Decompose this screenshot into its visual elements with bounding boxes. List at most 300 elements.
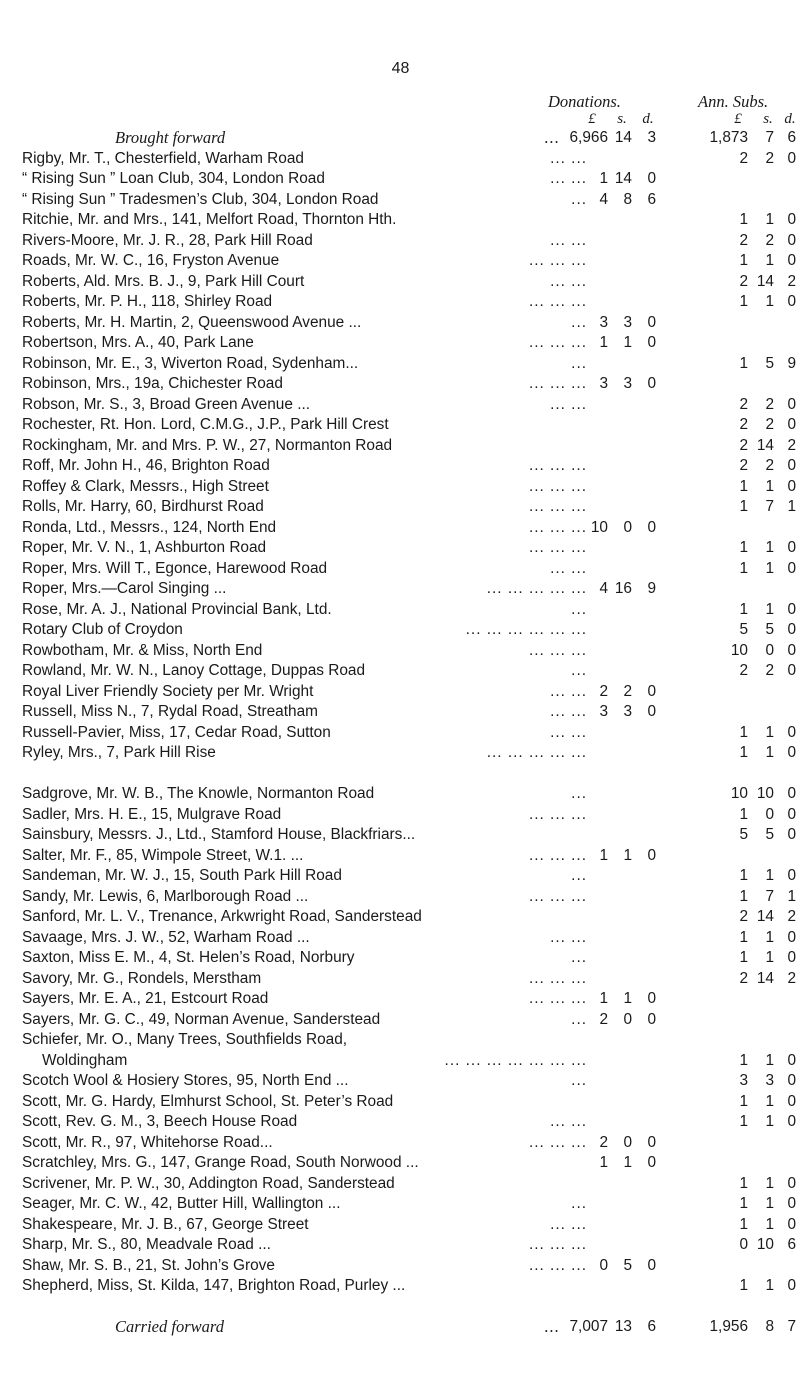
ann-sub-pounds: 1 <box>739 601 748 618</box>
ann-sub-pounds: 1 <box>739 211 748 228</box>
dot-leader: ... ... ... <box>528 990 587 1007</box>
ann-sub-pence: 0 <box>787 826 796 843</box>
entry-name <box>22 1174 587 1194</box>
ledger-row <box>0 231 801 251</box>
ann-sub-shillings: 1 <box>765 1277 774 1294</box>
ann-sub-shillings: 2 <box>765 150 774 167</box>
dot-leader: ... ... ... <box>528 457 587 474</box>
dot-leader: ... ... ... <box>528 642 587 659</box>
ann-sub-shillings: 10 <box>756 785 774 802</box>
shilling-unit: s. <box>763 111 773 127</box>
pound-unit: £ <box>588 111 596 127</box>
entry-name-text: Russell, Miss N., 7, Rydal Road, Streatham <box>22 703 318 720</box>
ann-sub-shillings: 3 <box>765 1072 774 1089</box>
ledger-row <box>0 743 801 763</box>
ledger-row <box>0 1256 801 1276</box>
entry-name <box>22 702 587 722</box>
entry-name <box>22 374 587 394</box>
donation-pounds: 3 <box>599 375 608 392</box>
ann-sub-pounds: 2 <box>739 970 748 987</box>
ann-sub-pounds: 1 <box>739 252 748 269</box>
donation-pounds: 1 <box>599 990 608 1007</box>
pence-unit: d. <box>784 111 796 127</box>
entry-name <box>22 948 587 968</box>
dot-leader: ... ... ... <box>528 539 587 556</box>
donation-pence: 0 <box>647 990 656 1007</box>
entry-name-text: Robertson, Mrs. A., 40, Park Lane <box>22 334 254 351</box>
entry-name <box>22 825 587 845</box>
entry-name-text: Roper, Mrs.—Carol Singing ... <box>22 580 227 597</box>
entry-name-text: Rowbotham, Mr. & Miss, North End <box>22 642 263 659</box>
entry-name <box>22 1112 587 1132</box>
entry-name-text: Schiefer, Mr. O., Many Trees, Southfields Road, <box>22 1031 348 1048</box>
ann-sub-pounds: 1 <box>739 1113 748 1130</box>
donations-header: Donations. <box>548 92 621 111</box>
ann-sub-pence: 0 <box>787 1175 796 1192</box>
ann-sub-pounds: 2 <box>739 150 748 167</box>
donation-shillings: 1 <box>623 334 632 351</box>
entry-name <box>22 784 587 804</box>
ledger-row <box>0 251 801 271</box>
ledger-row <box>0 661 801 681</box>
donation-shillings: 14 <box>614 129 632 146</box>
ledger-row <box>0 928 801 948</box>
ann-sub-pence: 6 <box>787 1236 796 1253</box>
ann-sub-pence: 0 <box>787 662 796 679</box>
entry-name <box>22 1092 587 1112</box>
dot-leader: ... <box>544 128 560 147</box>
ann-sub-pence: 0 <box>787 1113 796 1130</box>
ann-sub-shillings: 2 <box>765 396 774 413</box>
ledger-row <box>0 989 801 1009</box>
ann-sub-pence: 0 <box>787 457 796 474</box>
entry-name <box>22 538 587 558</box>
ledger-row <box>0 600 801 620</box>
ledger-row <box>0 620 801 640</box>
entry-name <box>22 1235 587 1255</box>
entry-name-text: Savory, Mr. G., Rondels, Merstham <box>22 970 262 987</box>
donation-pence: 0 <box>647 1154 656 1171</box>
dot-leader: ... ... ... <box>528 888 587 905</box>
ann-sub-pounds: 2 <box>739 437 748 454</box>
ann-sub-shillings: 5 <box>765 826 774 843</box>
ann-sub-pounds: 10 <box>730 785 748 802</box>
dot-leader: ... <box>571 314 587 331</box>
dot-leader: ... <box>571 191 587 208</box>
entry-name-text: Carried forward <box>115 1317 224 1336</box>
dot-leader: ... ... ... <box>528 806 587 823</box>
entry-name-text: Rigby, Mr. T., Chesterfield, Warham Road <box>22 150 304 167</box>
entry-name <box>22 1133 587 1153</box>
ann-sub-pounds: 1 <box>739 724 748 741</box>
entry-name-text: Scrivener, Mr. P. W., 30, Addington Road, Sanderstead <box>22 1175 395 1192</box>
ann-sub-pounds: 1 <box>739 478 748 495</box>
ledger-row <box>0 907 801 927</box>
dot-leader: ... ... <box>550 273 587 290</box>
ledger-row <box>0 948 801 968</box>
entry-name <box>22 723 587 743</box>
donation-shillings: 8 <box>623 191 632 208</box>
dot-leader: ... ... ... <box>528 375 587 392</box>
entry-name-text: Seager, Mr. C. W., 42, Butter Hill, Wallington ... <box>22 1195 341 1212</box>
entry-name <box>22 149 587 169</box>
ann-sub-pounds: 2 <box>739 232 748 249</box>
entry-name-text: Roff, Mr. John H., 46, Brighton Road <box>22 457 270 474</box>
ann-subs-header: Ann. Subs. <box>698 92 769 111</box>
ledger-row <box>0 415 801 435</box>
ann-sub-shillings: 1 <box>765 929 774 946</box>
ledger-row <box>0 579 801 599</box>
ann-sub-shillings: 7 <box>765 888 774 905</box>
ann-sub-pounds: 2 <box>739 396 748 413</box>
entry-name-text: Brought forward <box>115 128 226 147</box>
ann-sub-pounds: 2 <box>739 457 748 474</box>
ann-sub-pounds: 2 <box>739 908 748 925</box>
donation-shillings: 0 <box>623 1011 632 1028</box>
donation-shillings: 1 <box>623 1154 632 1171</box>
ledger-row <box>0 641 801 661</box>
ann-sub-pounds: 5 <box>739 826 748 843</box>
entry-name-text: Sayers, Mr. E. A., 21, Estcourt Road <box>22 990 269 1007</box>
ann-sub-pence: 0 <box>787 1072 796 1089</box>
ann-sub-shillings: 1 <box>765 1175 774 1192</box>
entry-name <box>22 415 587 435</box>
entry-name-text: Roffey & Clark, Messrs., High Street <box>22 478 269 495</box>
entry-name-text: Woldingham <box>42 1052 128 1069</box>
ledger-row <box>0 190 801 210</box>
ann-sub-pence: 0 <box>787 1093 796 1110</box>
ann-sub-pounds: 1 <box>739 560 748 577</box>
entry-name-text: Shakespeare, Mr. J. B., 67, George Street <box>22 1216 309 1233</box>
ledger-row <box>0 784 801 804</box>
dot-leader: ... ... <box>550 396 587 413</box>
ann-sub-pence: 2 <box>787 437 796 454</box>
page-number: 48 <box>391 60 410 77</box>
entry-name-text: Rowland, Mr. W. N., Lanoy Cottage, Duppas Road <box>22 662 366 679</box>
donation-pounds: 1 <box>599 334 608 351</box>
entry-name <box>22 928 587 948</box>
ann-sub-shillings: 1 <box>765 252 774 269</box>
entry-name <box>22 579 587 599</box>
donation-pence: 0 <box>647 1011 656 1028</box>
entry-name <box>22 1194 587 1214</box>
dot-leader: ... ... <box>550 1216 587 1233</box>
donation-pounds: 7,007 <box>569 1318 608 1335</box>
ledger-row <box>0 887 801 907</box>
entry-name <box>22 1215 587 1235</box>
donation-pounds: 1 <box>599 847 608 864</box>
ann-sub-shillings: 14 <box>756 970 774 987</box>
donation-shillings: 2 <box>623 683 632 700</box>
entry-name-text: Rochester, Rt. Hon. Lord, C.M.G., J.P., Park Hill Crest <box>22 416 389 433</box>
ledger-row <box>0 169 801 189</box>
entry-name-text: Ronda, Ltd., Messrs., 124, North End <box>22 519 277 536</box>
ann-sub-pounds: 1 <box>739 539 748 556</box>
entry-name-text: Sanford, Mr. L. V., Trenance, Arkwright Road, Sanderstead <box>22 908 422 925</box>
dot-leader: ... ... ... <box>528 970 587 987</box>
ledger-row <box>0 866 801 886</box>
ledger-row <box>0 969 801 989</box>
entry-name-text: Scotch Wool & Hosiery Stores, 95, North End ... <box>22 1072 349 1089</box>
ann-sub-pence: 2 <box>787 970 796 987</box>
ann-sub-pounds: 1 <box>739 1216 748 1233</box>
dot-leader: ... ... <box>550 683 587 700</box>
entry-name-text: Sandy, Mr. Lewis, 6, Marlborough Road ... <box>22 888 309 905</box>
dot-leader: ... ... ... <box>528 519 587 536</box>
entry-name <box>22 1276 587 1296</box>
ann-sub-shillings: 1 <box>765 601 774 618</box>
donation-shillings: 14 <box>614 170 632 187</box>
ann-sub-pence: 0 <box>787 621 796 638</box>
donation-shillings: 3 <box>623 375 632 392</box>
ledger-row <box>0 149 801 169</box>
dot-leader: ... ... <box>550 560 587 577</box>
dot-leader: ... <box>571 662 587 679</box>
ann-sub-pence: 1 <box>787 498 796 515</box>
donation-shillings: 0 <box>623 1134 632 1151</box>
donation-shillings: 13 <box>614 1318 632 1335</box>
ann-sub-shillings: 1 <box>765 949 774 966</box>
ann-sub-pence: 0 <box>787 724 796 741</box>
ann-sub-shillings: 1 <box>765 1216 774 1233</box>
ledger-row <box>0 374 801 394</box>
ann-sub-shillings: 7 <box>765 129 774 146</box>
donation-shillings: 0 <box>623 519 632 536</box>
ledger-row <box>0 1092 801 1112</box>
ann-sub-pounds: 1 <box>739 867 748 884</box>
ledger-row <box>0 292 801 312</box>
entry-name-text: Roper, Mr. V. N., 1, Ashburton Road <box>22 539 267 556</box>
entry-name-text: Ryley, Mrs., 7, Park Hill Rise <box>22 744 216 761</box>
ledger-row <box>0 1276 801 1296</box>
ann-sub-shillings: 10 <box>756 1236 774 1253</box>
entry-name-text: Scott, Mr. R., 97, Whitehorse Road... <box>22 1134 273 1151</box>
ledger-row <box>0 559 801 579</box>
ledger-row <box>0 1051 801 1071</box>
donation-pounds: 2 <box>599 1134 608 1151</box>
entry-name-text: Roberts, Ald. Mrs. B. J., 9, Park Hill Court <box>22 273 305 290</box>
ann-sub-pence: 6 <box>787 129 796 146</box>
donation-shillings: 3 <box>623 703 632 720</box>
entry-name-text: Shaw, Mr. S. B., 21, St. John’s Grove <box>22 1257 275 1274</box>
entry-name <box>22 805 587 825</box>
ann-sub-pence: 1 <box>787 888 796 905</box>
ledger-row <box>0 210 801 230</box>
entry-name-text: Rose, Mr. A. J., National Provincial Bank, Ltd. <box>22 601 332 618</box>
ledger-row <box>0 1215 801 1235</box>
ann-sub-shillings: 2 <box>765 662 774 679</box>
entry-name-text: Roberts, Mr. H. Martin, 2, Queenswood Avenue ... <box>22 314 362 331</box>
ledger-row <box>0 1010 801 1030</box>
dot-leader: ... ... ... <box>528 334 587 351</box>
ann-sub-pence: 0 <box>787 806 796 823</box>
ann-sub-pounds: 1 <box>739 888 748 905</box>
ann-sub-pounds: 1 <box>739 1052 748 1069</box>
entry-name <box>22 907 587 927</box>
dot-leader: ... <box>571 785 587 802</box>
ann-sub-pounds: 1 <box>739 744 748 761</box>
dot-leader: ... ... ... ... ... ... ... <box>444 1052 587 1069</box>
donation-pence: 0 <box>647 703 656 720</box>
entry-name <box>22 887 587 907</box>
ann-sub-pence: 0 <box>787 744 796 761</box>
entry-name-text: Shepherd, Miss, St. Kilda, 147, Brighton Road, Purley ... <box>22 1277 406 1294</box>
donation-pounds: 1 <box>599 1154 608 1171</box>
ann-sub-shillings: 1 <box>765 867 774 884</box>
ledger-row <box>0 538 801 558</box>
ann-sub-pence: 0 <box>787 396 796 413</box>
ann-sub-pence: 0 <box>787 1195 796 1212</box>
entry-name-text: Roper, Mrs. Will T., Egonce, Harewood Road <box>22 560 328 577</box>
donation-pence: 0 <box>647 519 656 536</box>
donation-pounds: 2 <box>599 683 608 700</box>
ledger-row <box>0 1112 801 1132</box>
ann-sub-pence: 0 <box>787 211 796 228</box>
ann-sub-shillings: 14 <box>756 273 774 290</box>
entry-name <box>22 169 587 189</box>
ann-sub-pence: 0 <box>787 232 796 249</box>
ann-sub-pence: 7 <box>787 1318 796 1335</box>
ann-sub-shillings: 14 <box>756 908 774 925</box>
entry-name-text: Scott, Rev. G. M., 3, Beech House Road <box>22 1113 298 1130</box>
entry-name-text: Rivers-Moore, Mr. J. R., 28, Park Hill Road <box>22 232 313 249</box>
ann-sub-pence: 0 <box>787 785 796 802</box>
ann-sub-pounds: 1 <box>739 1093 748 1110</box>
donation-shillings: 5 <box>623 1257 632 1274</box>
donation-pounds: 10 <box>590 519 608 536</box>
ann-sub-pounds: 1 <box>739 498 748 515</box>
entry-name <box>22 846 587 866</box>
dot-leader: ... ... ... <box>528 293 587 310</box>
entry-name-text: Robson, Mr. S., 3, Broad Green Avenue ... <box>22 396 311 413</box>
ann-sub-pence: 0 <box>787 1277 796 1294</box>
ann-sub-pence: 2 <box>787 908 796 925</box>
ann-sub-pounds: 5 <box>739 621 748 638</box>
donation-pence: 9 <box>647 580 656 597</box>
entry-name <box>22 989 587 1009</box>
ledger-row <box>0 805 801 825</box>
ledger-row <box>0 395 801 415</box>
entry-name <box>22 1071 587 1091</box>
entry-name <box>22 559 587 579</box>
entry-name-text: Scratchley, Mrs. G., 147, Grange Road, South Norwood ... <box>22 1154 419 1171</box>
dot-leader: ... ... ... <box>528 498 587 515</box>
dot-leader: ... <box>571 601 587 618</box>
ann-sub-pounds: 1 <box>739 355 748 372</box>
donation-pence: 0 <box>647 334 656 351</box>
entry-name-text: Rolls, Mr. Harry, 60, Birdhurst Road <box>22 498 264 515</box>
entry-name <box>22 641 587 661</box>
entry-name-text: Robinson, Mr. E., 3, Wiverton Road, Sydenham... <box>22 355 359 372</box>
entry-name <box>22 1030 587 1050</box>
entry-name <box>22 682 587 702</box>
ann-sub-shillings: 7 <box>765 498 774 515</box>
ledger-row <box>0 1235 801 1255</box>
entry-name <box>22 620 587 640</box>
ledger-row <box>0 1071 801 1091</box>
ann-sub-pounds: 1,873 <box>709 129 748 146</box>
entry-name-text: Scott, Mr. G. Hardy, Elmhurst School, St. Peter’s Road <box>22 1093 394 1110</box>
dot-leader: ... ... ... ... ... ... <box>465 621 587 638</box>
dot-leader: ... ... ... <box>528 1236 587 1253</box>
ann-sub-shillings: 1 <box>765 724 774 741</box>
entry-name <box>22 190 587 210</box>
ann-sub-shillings: 1 <box>765 1113 774 1130</box>
entry-name-text: Ritchie, Mr. and Mrs., 141, Melfort Road, Thornton Hth. <box>22 211 397 228</box>
ann-sub-pence: 0 <box>787 478 796 495</box>
entry-name-text: Sadgrove, Mr. W. B., The Knowle, Normanton Road <box>22 785 375 802</box>
donation-pence: 0 <box>647 1134 656 1151</box>
ann-sub-pence: 0 <box>787 949 796 966</box>
entry-name <box>22 600 587 620</box>
entry-name <box>22 866 587 886</box>
shilling-unit: s. <box>617 111 627 127</box>
ledger-row <box>0 1317 801 1337</box>
ann-sub-pounds: 1 <box>739 949 748 966</box>
ledger-row <box>0 497 801 517</box>
ledger-row <box>0 1153 801 1173</box>
ledger-row <box>0 456 801 476</box>
ann-sub-pence: 0 <box>787 1052 796 1069</box>
donation-pounds: 0 <box>599 1257 608 1274</box>
entry-name <box>22 395 587 415</box>
ann-sub-pounds: 1 <box>739 929 748 946</box>
ledger-row <box>0 518 801 538</box>
entry-name <box>22 518 587 538</box>
donation-pounds: 6,966 <box>569 129 608 146</box>
ann-sub-pounds: 1 <box>739 806 748 823</box>
ann-sub-pounds: 2 <box>739 416 748 433</box>
ann-sub-shillings: 1 <box>765 1195 774 1212</box>
ann-sub-pence: 0 <box>787 929 796 946</box>
ann-sub-shillings: 8 <box>765 1318 774 1335</box>
donation-shillings: 1 <box>623 990 632 1007</box>
ledger-row <box>0 354 801 374</box>
ledger-row <box>0 272 801 292</box>
ann-sub-shillings: 1 <box>765 211 774 228</box>
entry-name-text: Roberts, Mr. P. H., 118, Shirley Road <box>22 293 273 310</box>
donation-pence: 0 <box>647 683 656 700</box>
donation-shillings: 3 <box>623 314 632 331</box>
entry-name <box>22 313 587 333</box>
entry-name-text: Sainsbury, Messrs. J., Ltd., Stamford House, Blackfriars... <box>22 826 416 843</box>
ann-sub-shillings: 14 <box>756 437 774 454</box>
donation-pounds: 4 <box>599 580 608 597</box>
ledger-row <box>0 1194 801 1214</box>
entry-name <box>22 210 587 230</box>
ann-sub-pounds: 1 <box>739 293 748 310</box>
entry-name-text: Saxton, Miss E. M., 4, St. Helen’s Road, Norbury <box>22 949 355 966</box>
ledger-row <box>0 128 801 148</box>
ann-sub-shillings: 0 <box>765 642 774 659</box>
entry-name <box>115 1317 560 1337</box>
dot-leader: ... <box>571 1072 587 1089</box>
ann-sub-shillings: 1 <box>765 478 774 495</box>
ann-sub-pounds: 1 <box>739 1175 748 1192</box>
dot-leader: ... ... ... ... ... <box>486 580 587 597</box>
donation-pence: 3 <box>647 129 656 146</box>
entry-name-text: Robinson, Mrs., 19a, Chichester Road <box>22 375 283 392</box>
dot-leader: ... ... <box>550 150 587 167</box>
dot-leader: ... ... <box>550 703 587 720</box>
donation-pence: 6 <box>647 1318 656 1335</box>
donation-pence: 0 <box>647 847 656 864</box>
ann-sub-shillings: 1 <box>765 539 774 556</box>
dot-leader: ... ... <box>550 170 587 187</box>
entry-name <box>22 333 587 353</box>
ann-sub-pence: 2 <box>787 273 796 290</box>
entry-name-text: “ Rising Sun ” Tradesmen’s Club, 304, London Road <box>22 191 379 208</box>
